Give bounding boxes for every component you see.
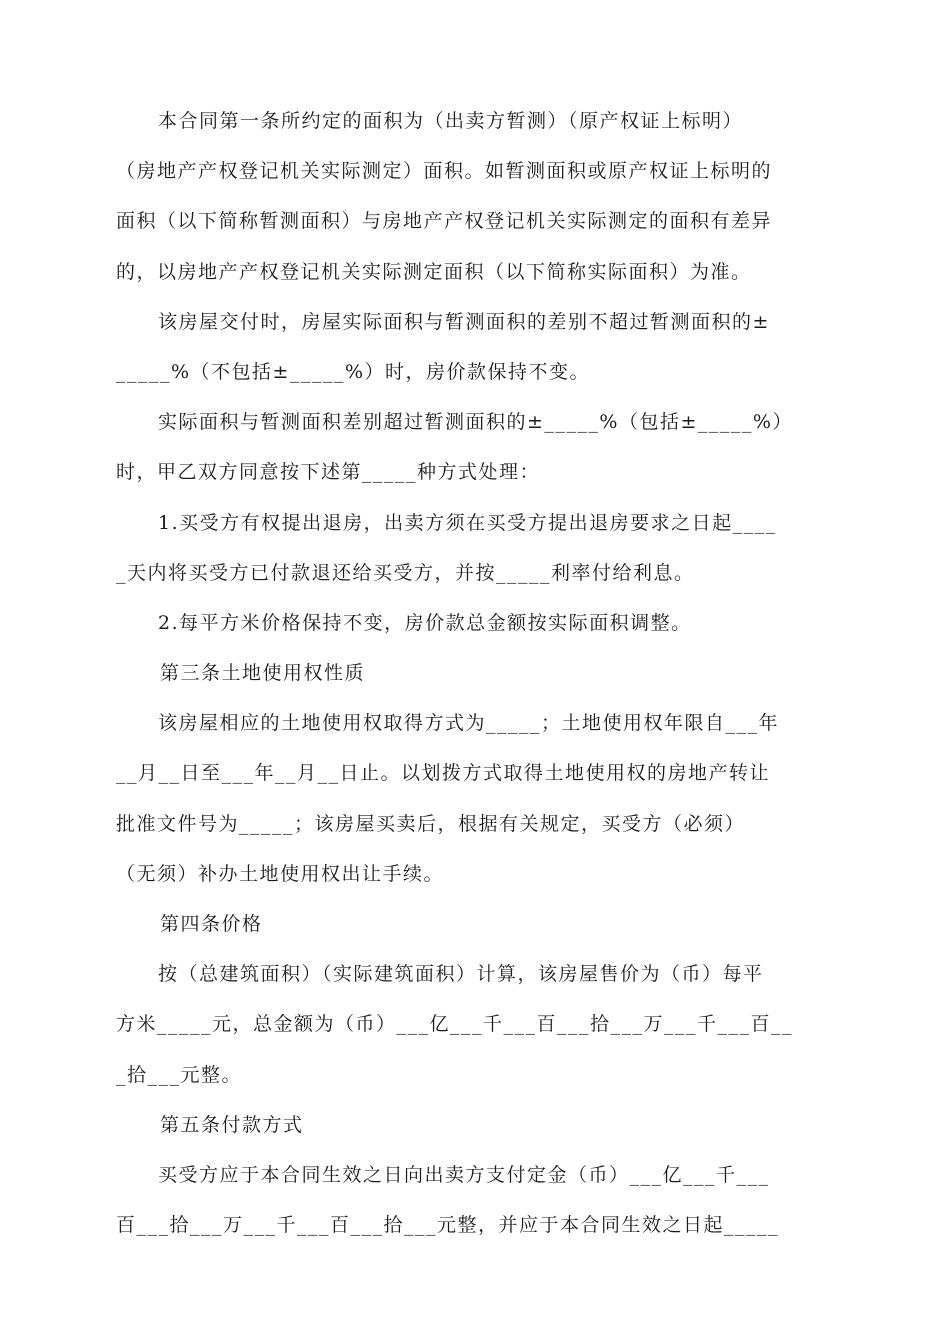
paragraph-line: 的，以房地产产权登记机关实际测定面积（以下简称实际面积）为准。: [116, 260, 752, 283]
paragraph-line: （无须）补办土地使用权出让手续。: [116, 862, 445, 885]
list-item-line: _天内将买受方已付款退还给买受方，并按_____利率付给利息。: [116, 561, 695, 584]
paragraph-line: 实际面积与暂测面积差别超过暂测面积的±_____%（包括±_____%）: [158, 411, 793, 434]
list-item-line: 2.每平方米价格保持不变，房价款总金额按实际面积调整。: [158, 611, 692, 634]
paragraph-line: _____%（不包括±_____%）时，房价款保持不变。: [116, 360, 591, 383]
paragraph-line: 面积（以下简称暂测面积）与房地产产权登记机关实际测定的面积有差异: [116, 210, 773, 233]
paragraph-line: __月__日至___年__月__日止。以划拨方式取得土地使用权的房地产转让: [116, 762, 771, 785]
paragraph-line: 批准文件号为_____；该房屋买卖后，根据有关规定，买受方（必须）: [116, 812, 746, 835]
contract-text: [116, 96, 838, 1250]
paragraph-line: 本合同第一条所约定的面积为（出卖方暂测）（原产权证上标明）: [158, 110, 744, 132]
paragraph-line: 该房屋交付时，房屋实际面积与暂测面积的差别不超过暂测面积的±: [158, 310, 770, 333]
list-item-line: 1.买受方有权提出退房，出卖方须在买受方提出退房要求之日起____: [158, 511, 777, 534]
section-heading: 第三条土地使用权性质: [160, 662, 366, 685]
paragraph-line: 百___拾___万___千___百___拾___元整，并应于本合同生效之日起_____: [116, 1214, 780, 1237]
paragraph-line: _拾___元整。: [116, 1063, 243, 1086]
section-heading: 第五条付款方式: [160, 1113, 304, 1136]
paragraph-line: 该房屋相应的土地使用权取得方式为_____；土地使用权年限自___年: [158, 712, 780, 735]
section-heading: 第四条价格: [160, 913, 263, 935]
paragraph-line: 时，甲乙双方同意按下述第_____种方式处理：: [116, 461, 541, 484]
paragraph-line: （房地产产权登记机关实际测定）面积。如暂测面积或原产权证上标明的: [116, 160, 773, 183]
paragraph-line: 按（总建筑面积）（实际建筑面积）计算，该房屋售价为（币）每平: [158, 963, 764, 986]
paragraph-line: 买受方应于本合同生效之日向出卖方支付定金（币）___亿___千___: [158, 1163, 770, 1186]
paragraph-line: 方米_____元，总金额为（币）___亿___千___百___拾___万___千___百__: [116, 1013, 794, 1036]
